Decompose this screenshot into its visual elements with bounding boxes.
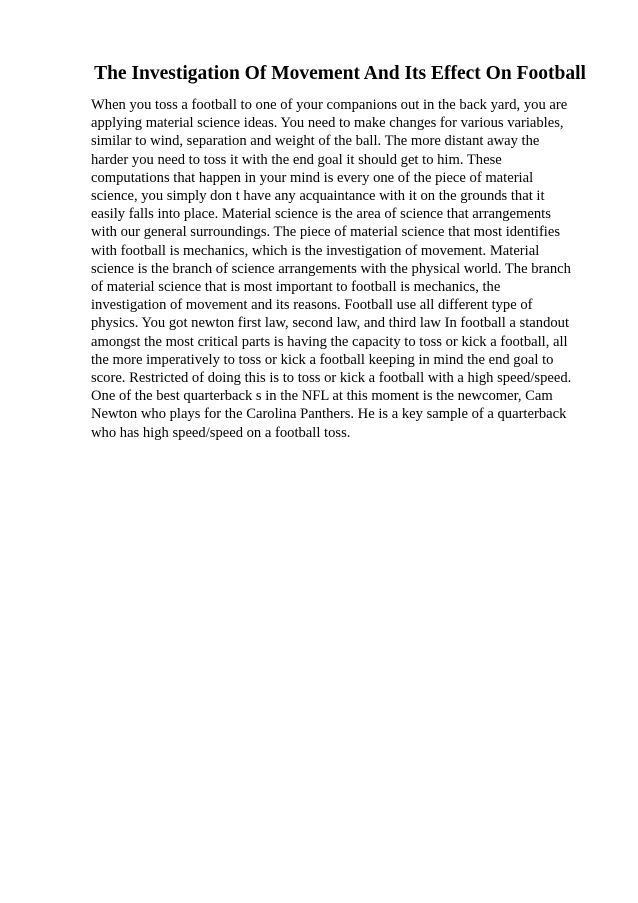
body-line: who has high speed/speed on a football toss.	[91, 424, 351, 441]
body-line: One of the best quarterback s in the NFL at this moment is the newcomer, Cam	[91, 388, 553, 405]
body-line: similar to wind, separation and weight of the ball. The more distant away the	[91, 133, 540, 150]
body-line: applying material science ideas. You need to make changes for various variables,	[91, 115, 564, 132]
document-title: The Investigation Of Movement And Its Effect On Football	[94, 63, 586, 84]
body-line: easily falls into place. Material science is the area of science that arrangements	[91, 206, 551, 223]
body-line: physics. You got newton first law, second law, and third law In football a standout	[91, 315, 570, 332]
body-line: with football is mechanics, which is the investigation of movement. Material	[91, 242, 540, 259]
body-line: the more imperatively to toss or kick a football keeping in mind the end goal to	[91, 351, 554, 368]
body-line: with our general surroundings. The piece of material science that most identifies	[91, 224, 561, 241]
body-line: When you toss a football to one of your companions out in the back yard, you are	[91, 97, 568, 113]
body-line: computations that happen in your mind is every one of the piece of material	[91, 169, 534, 186]
body-line: of material science that is most important to football is mechanics, the	[91, 279, 501, 296]
body-line: amongst the most critical parts is having the capacity to toss or kick a football, all	[91, 333, 568, 350]
body-line: science, you simply don t have any acquaintance with it on the grounds that it	[91, 188, 545, 205]
body-line: investigation of movement and its reasons. Football use all different type of	[91, 297, 533, 314]
document-body	[91, 96, 591, 442]
body-line: science is the branch of science arrangements with the physical world. The branch	[91, 260, 571, 277]
body-line: Newton who plays for the Carolina Panthers. He is a key sample of a quarterback	[91, 406, 567, 423]
body-line: score. Restricted of doing this is to toss or kick a football with a high speed/speed.	[91, 370, 572, 387]
body-line: harder you need to toss it with the end goal it should get to him. These	[91, 151, 502, 168]
